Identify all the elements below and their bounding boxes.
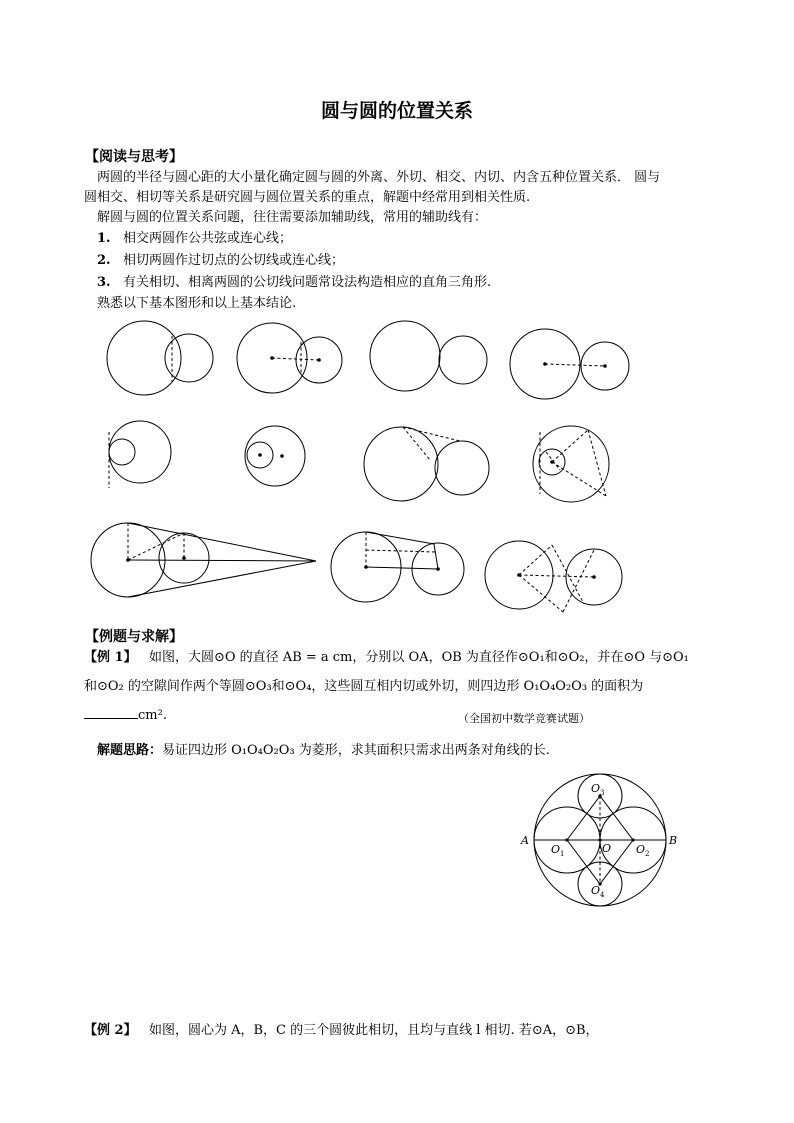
examples-heading: 【例题与求解】 <box>85 629 183 645</box>
list-item-number: 1. <box>97 231 111 246</box>
reading-para1-line2: 圆相交、相切等关系是研究圆与圆位置关系的重点，解题中经常用到相关性质. <box>84 190 531 205</box>
label-O4-sub: 4 <box>600 891 605 899</box>
example-2 <box>84 1021 599 1040</box>
example-1-source: （全国初中数学竞赛试题） <box>458 712 590 725</box>
list-item-number: 2. <box>97 253 111 268</box>
example-1-text: 如图，大圆⊙O 的直径 AB = a cm，分别以 OA，OB 为直径作⊙O₁和⊙O₂，并在⊙O 与⊙O₁ <box>148 650 689 665</box>
example-1-label: 【例 1】 <box>84 650 137 665</box>
example-1-line2: 和⊙O₂ 的空隙间作两个等圆⊙O₃和⊙O₄，这些圆互相内切或外切，则四边形 O₁O₄O₂O₃ 的面积为 <box>84 679 644 694</box>
list-item-number: 3. <box>97 275 111 290</box>
label-O1: O <box>551 843 561 856</box>
page-title: 圆与圆的位置关系 <box>320 100 473 122</box>
example-2-label: 【例 2】 <box>84 1023 137 1038</box>
label-O2-sub: 2 <box>645 850 650 858</box>
label-O3: O <box>591 782 601 795</box>
label-O1-sub: 1 <box>560 850 565 858</box>
label-O: O <box>602 842 612 855</box>
label-A: A <box>521 834 529 847</box>
label-O3-sub: 3 <box>600 789 605 797</box>
example-2-text: 如图，圆心为 A，B，C 的三个圆彼此相切，且均与直线 l 相切. 若⊙A，⊙B， <box>148 1023 599 1038</box>
list-item-text: 相切两圆作过切点的公切线或连心线； <box>123 253 345 268</box>
hint-text: 易证四边形 O₁O₄O₂O₃ 为菱形，求其面积只需求出两条对角线的长. <box>162 743 550 758</box>
hint-label: 解题思路： <box>97 743 163 758</box>
reading-heading: 【阅读与思考】 <box>85 149 183 165</box>
label-O4: O <box>591 884 601 897</box>
list-item-text: 有关相切、相离两圆的公切线问题常设法构造相应的直角三角形. <box>123 275 492 290</box>
label-B: B <box>669 834 678 847</box>
list-item-text: 相交两圆作公共弦或连心线； <box>123 231 293 246</box>
reading-para3: 熟悉以下基本图形和以上基本结论. <box>97 296 297 311</box>
answer-unit: cm². <box>138 708 167 723</box>
label-O2: O <box>636 843 646 856</box>
reading-para1-line1: 两圆的半径与圆心距的大小量化确定圆与圆的外离、外切、相交、内切、内含五种位置关系． 圆与 <box>97 170 661 185</box>
reading-para2: 解圆与圆的位置关系问题，往往需要添加辅助线，常用的辅助线有： <box>97 210 488 225</box>
